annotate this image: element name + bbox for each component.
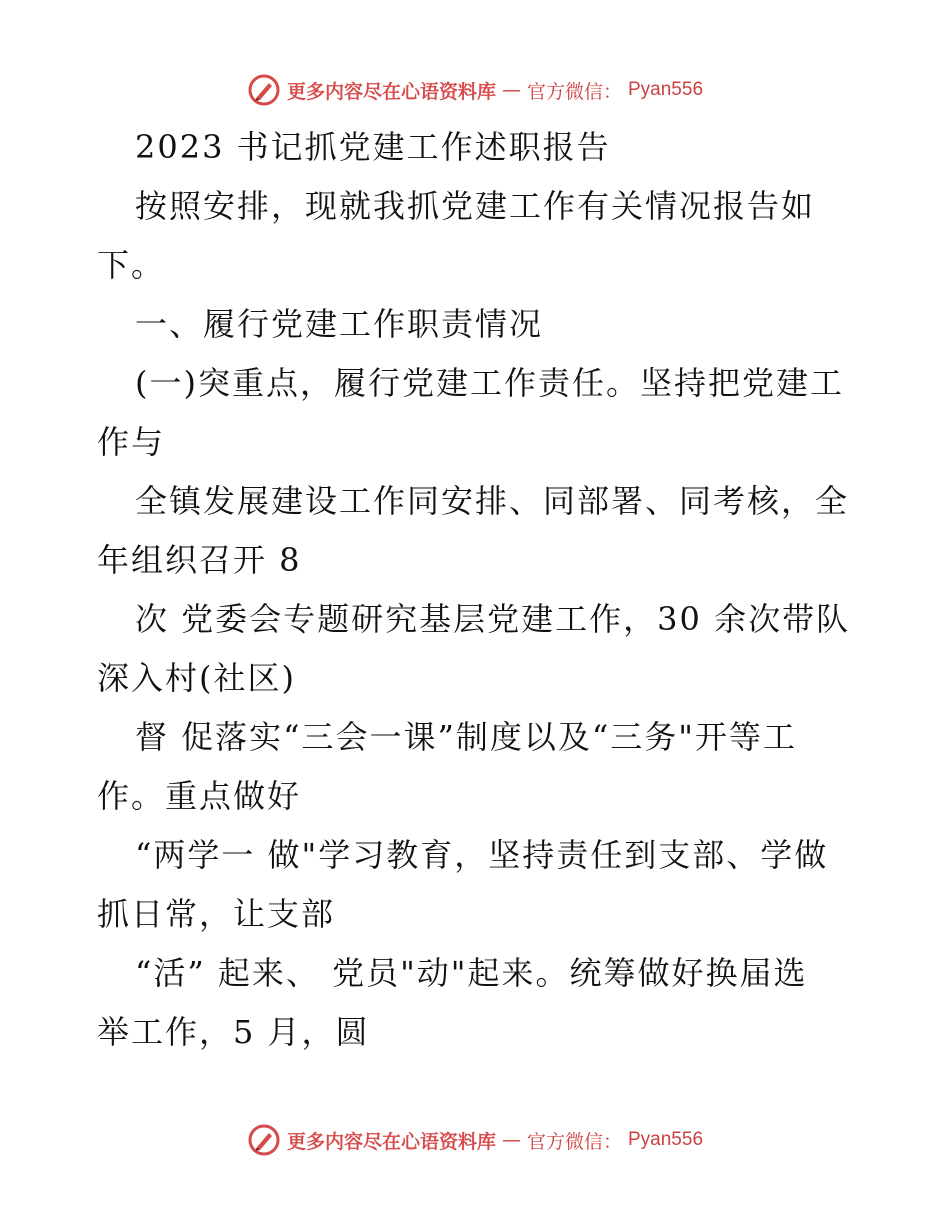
pen-logo-icon xyxy=(247,73,281,107)
text-line: (一)突重点，履行党建工作责任。坚持把党建工 xyxy=(135,364,844,402)
header-watermark xyxy=(0,70,950,110)
watermark-wechat-label: 官方微信： xyxy=(526,1130,622,1153)
watermark-site-text: 更多内容尽在心语资料库 xyxy=(286,80,496,103)
pen-logo-icon xyxy=(247,1123,281,1157)
text-line: 抓日常，让支部 xyxy=(97,895,336,933)
document-body xyxy=(97,118,857,1062)
text-line: 按照安排，现就我抓党建工作有关情况报告如 xyxy=(135,187,816,225)
text-line: 督 促落实“三会一课”制度以及“三务"开等工 xyxy=(135,718,797,756)
watermark-dash: — xyxy=(501,79,521,101)
text-line: 全镇发展建设工作同安排、同部署、同考核，全 xyxy=(135,482,850,520)
text-line: 深入村(社区) xyxy=(97,659,296,697)
text-line: 年组织召开 8 xyxy=(97,541,302,579)
watermark-wechat-id: Pyan556 xyxy=(628,79,704,100)
text-line: 作与 xyxy=(97,423,166,461)
watermark-wechat-label: 官方微信： xyxy=(526,80,622,103)
text-line: 一、履行党建工作职责情况 xyxy=(135,305,544,343)
watermark-wechat-id: Pyan556 xyxy=(628,1129,704,1150)
text-line: “两学一 做"学习教育，坚持责任到支部、学做 xyxy=(135,836,829,874)
text-line: “活” 起来、 党员"动"起来。统筹做好换届选 xyxy=(135,954,808,992)
text-line: 2023 书记抓党建工作述职报告 xyxy=(135,128,611,166)
watermark-dash: — xyxy=(501,1129,521,1151)
text-line: 下。 xyxy=(97,246,166,284)
watermark-site-text: 更多内容尽在心语资料库 xyxy=(286,1130,496,1153)
text-line: 举工作，5 月，圆 xyxy=(97,1013,370,1051)
footer-watermark xyxy=(0,1120,950,1160)
text-line: 次 党委会专题研究基层党建工作，30 余次带队 xyxy=(135,600,851,638)
text-line: 作。重点做好 xyxy=(97,777,302,815)
